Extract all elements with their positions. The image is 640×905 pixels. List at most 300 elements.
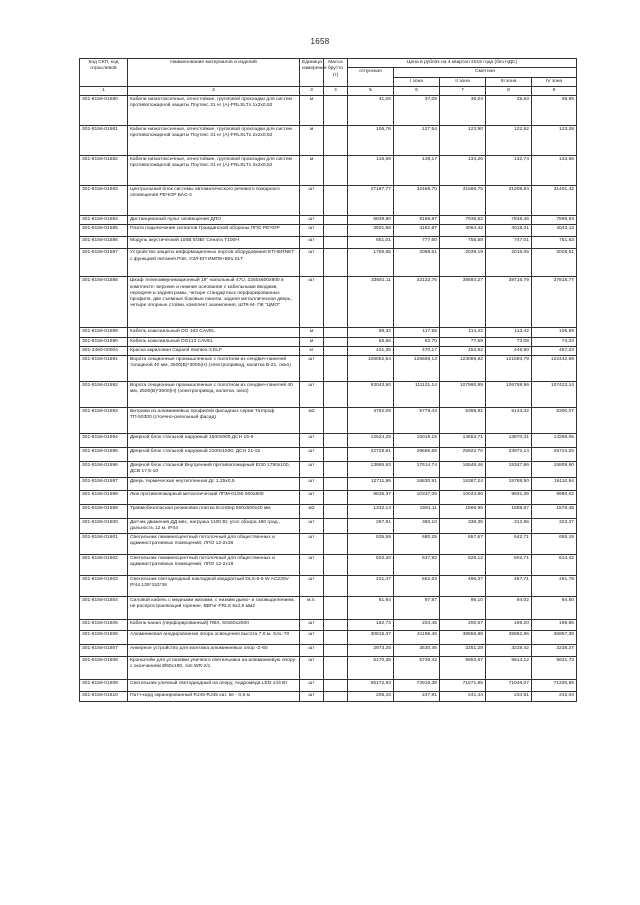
table-row [80, 645, 577, 657]
row-mass-cell [324, 225, 348, 237]
column-number: 4 [324, 86, 348, 95]
row-zone4-price-cell: 5300,07 [532, 408, 577, 434]
row-zone3-price-cell: 35862,96 [486, 631, 532, 645]
row-zone1-price-cell: 5736,42 [394, 657, 440, 680]
row-zone2-price-cell: 626,12 [440, 555, 486, 576]
row-zone2-price-cell: 123089,82 [440, 356, 486, 382]
row-name-cell: Светильник уличный светодиодный на опору, Андромеда LED 144 Вт [128, 680, 300, 692]
row-zone2-price-cell: 7938,52 [440, 216, 486, 225]
row-name-cell: Датчик движения ДД мвс, нагрузка 1100 Вт, угол обзора 180 град., дальность 12 м, IP44 [128, 518, 300, 534]
row-zone2-price-cell: 4064,42 [440, 225, 486, 237]
row-zone3-price-cell: 73,08 [486, 337, 532, 346]
row-zone3-price-cell: 31208,84 [486, 186, 532, 216]
row-zone1-price-cell: 470,17 [394, 346, 440, 355]
row-zone1-price-cell: 15019,15 [394, 434, 440, 448]
row-mass-cell [324, 597, 348, 620]
row-zone3-price-cell: 9931,35 [486, 490, 532, 504]
row-mass-cell [324, 434, 348, 448]
row-code-cell: 301-8156-01605 [80, 620, 128, 631]
row-mass-cell [324, 576, 348, 597]
row-release-price-cell: 30815,37 [348, 631, 394, 645]
row-unit-cell: м.п. [300, 597, 324, 620]
row-name-cell: Кабель-канал (перфорированный) ПВХ, 50х50х2000 [128, 620, 300, 631]
row-zone2-price-cell: 25922,70 [440, 448, 486, 462]
row-mass-cell [324, 96, 348, 126]
row-zone4-price-cell: 36957,39 [532, 631, 577, 645]
row-code-cell: 301-8156-01608 [80, 657, 128, 680]
row-zone2-price-cell: 71571,95 [440, 680, 486, 692]
row-release-price-cell: 4792,09 [348, 408, 394, 434]
row-zone3-price-cell: 38716,79 [486, 277, 532, 328]
page-number: 1658 [310, 37, 330, 46]
row-unit-cell: шт [300, 249, 324, 277]
row-zone3-price-cell: 5614,12 [486, 657, 532, 680]
row-zone1-price-cell: 117,55 [394, 328, 440, 337]
table-row [80, 534, 577, 555]
row-zone4-price-cell: 74,23 [532, 337, 577, 346]
row-zone3-price-cell: 199,20 [486, 620, 532, 631]
row-zone3-price-cell: 467,71 [486, 576, 532, 597]
header-name: Наименование материалов и изделий [128, 59, 300, 87]
row-zone3-price-cell: 1559,67 [486, 504, 532, 518]
row-unit-cell: м [300, 126, 324, 156]
row-zone2-price-cell: 36,04 [440, 96, 486, 126]
row-zone1-price-cell: 680,25 [394, 534, 440, 555]
row-release-price-cell: 115,68 [348, 156, 394, 186]
row-mass-cell [324, 657, 348, 680]
row-zone3-price-cell: 2016,05 [486, 249, 532, 277]
row-mass-cell [324, 631, 348, 645]
row-zone1-price-cell: 17614,74 [394, 462, 440, 478]
row-name-cell: Плата подключения сигналов Гражданской обороны ППО РЕЧОР [128, 225, 300, 237]
column-number: 1 [80, 86, 128, 95]
row-release-price-cell: 6839,80 [348, 216, 394, 225]
row-name-cell: Центральный блок системы автоматического речевого пожарного оповещения РЕЧОР БАС-4 [128, 186, 300, 216]
table-row [80, 504, 577, 518]
row-unit-cell: шт [300, 356, 324, 382]
table-row [80, 186, 577, 216]
row-mass-cell [324, 680, 348, 692]
row-zone1-price-cell: 41196,46 [394, 631, 440, 645]
row-mass-cell [324, 237, 348, 249]
column-number-row [80, 86, 577, 95]
table-row [80, 434, 577, 448]
row-zone3-price-cell: 313,86 [486, 518, 532, 534]
row-code-cell: 301-8156-01588 [80, 277, 128, 328]
row-zone2-price-cell: 10043,86 [440, 490, 486, 504]
row-mass-cell [324, 249, 348, 277]
table-row [80, 620, 577, 631]
row-zone4-price-cell: 14268,05 [532, 434, 577, 448]
table-row [80, 477, 577, 490]
row-code-cell: 301-8156-01598 [80, 490, 128, 504]
row-mass-cell [324, 518, 348, 534]
header-smeta: Сметная [394, 68, 577, 77]
row-release-price-cell: 5170,38 [348, 657, 394, 680]
row-mass-cell [324, 555, 348, 576]
price-table [79, 58, 577, 702]
row-code-cell: 301-8156-01599 [80, 504, 128, 518]
row-zone2-price-cell: 31566,75 [440, 186, 486, 216]
row-zone3-price-cell: 113,42 [486, 328, 532, 337]
row-release-price-cell: 55,56 [348, 337, 394, 346]
column-number: 2 [128, 86, 300, 95]
row-release-price-cell: 3501,88 [348, 225, 394, 237]
row-mass-cell [324, 477, 348, 490]
row-zone4-price-cell: 5631,73 [532, 657, 577, 680]
row-mass-cell [324, 328, 348, 337]
row-release-price-cell: 93043,50 [348, 382, 394, 408]
row-code-cell: 301-8156-01610 [80, 692, 128, 702]
row-unit-cell: шт [300, 692, 324, 702]
row-zone4-price-cell: 655,19 [532, 534, 577, 555]
table-row [80, 356, 577, 382]
row-code-cell: 301-8156-01609 [80, 680, 128, 692]
row-name-cell: Патч-корд экранированный RJ45-RJ45 кат. 5е - 0,5 м [128, 692, 300, 702]
row-code-cell: 301-8156-01592 [80, 382, 128, 408]
row-mass-cell [324, 534, 348, 555]
table-header [80, 59, 577, 96]
row-zone4-price-cell: 242,04 [532, 692, 577, 702]
row-release-price-cell: 8635,37 [348, 490, 394, 504]
row-zone3-price-cell: 15769,50 [486, 477, 532, 490]
row-unit-cell: шт [300, 382, 324, 408]
row-zone2-price-cell: 3251,28 [440, 645, 486, 657]
row-name-cell: Дверной блок стальной наружный 2100х1500, ДСН 21-15 [128, 448, 300, 462]
table-row [80, 518, 577, 534]
row-zone4-price-cell: 122442,69 [532, 356, 577, 382]
row-name-cell: Шкаф телекоммуникационный 19" напольный 47U, 2250х600х800 в комплекте: верхние и нижние основания с кабельными вводами, передняя и задняя рамы, четыре стандартных перфорированных профиля, две съемные боковые панели, задняя металлическая дверь, четыре опорные стойки, комплект заземления, ШТК-М- ПК "ЦМО" [128, 277, 300, 328]
row-unit-cell: шт [300, 645, 324, 657]
row-name-cell: Алюминиевая анодированная опора освещения высота 7,0 м. SAL-70 [128, 631, 300, 645]
row-unit-cell: м [300, 328, 324, 337]
row-zone1-price-cell: 637,92 [394, 555, 440, 576]
row-unit-cell: шт [300, 657, 324, 680]
row-name-cell: Краска акриловая Caparol Samtex-3 ELF [128, 346, 300, 355]
row-unit-cell: шт [300, 490, 324, 504]
row-zone3-price-cell: 71046,07 [486, 680, 532, 692]
row-code-cell: 301-8156-01586 [80, 237, 128, 249]
table-row [80, 657, 577, 680]
row-zone3-price-cell: 106759,96 [486, 382, 532, 408]
row-zone2-price-cell: 452,92 [440, 346, 486, 355]
row-code-cell: 301-8156-01581 [80, 126, 128, 156]
row-zone1-price-cell: 111131,14 [394, 382, 440, 408]
row-code-cell: 301-8156-01589 [80, 328, 128, 337]
row-release-price-cell: 13965,93 [348, 462, 394, 478]
table-row [80, 631, 577, 645]
row-mass-cell [324, 156, 348, 186]
row-zone1-price-cell: 28665,69 [394, 448, 440, 462]
row-name-cell: Анкерное устройство для монтажа алюминиевых опор -Z-60 [128, 645, 300, 657]
row-mass-cell [324, 408, 348, 434]
row-name-cell: Витражи из алюминиевых профилей фасадных серии Татпроф ТП-50300 (стоечно-ригельный фасад) [128, 408, 300, 434]
row-zone1-price-cell: 127,54 [394, 126, 440, 156]
row-zone2-price-cell: 241,44 [440, 692, 486, 702]
row-release-price-cell: 1756,65 [348, 249, 394, 277]
row-release-price-cell: 22728,81 [348, 448, 394, 462]
row-release-price-cell: 98,32 [348, 328, 394, 337]
row-zone1-price-cell: 2098,61 [394, 249, 440, 277]
row-zone2-price-cell: 496,37 [440, 576, 486, 597]
row-zone3-price-cell: 642,71 [486, 534, 532, 555]
row-zone1-price-cell: 126669,13 [394, 356, 440, 382]
row-zone2-price-cell: 77,59 [440, 337, 486, 346]
row-zone2-price-cell: 5653,67 [440, 657, 486, 680]
row-release-price-cell: 535,59 [348, 534, 394, 555]
row-code-cell: 301-8156-01596 [80, 462, 128, 478]
table-row [80, 277, 577, 328]
table-row [80, 337, 577, 346]
row-zone1-price-cell: 16830,91 [394, 477, 440, 490]
row-name-cell: Дверь термическая неутепленная Дс 1,25х0,5 [128, 477, 300, 490]
row-code-cell: 301-8156-01597 [80, 477, 128, 490]
row-unit-cell: м [300, 337, 324, 346]
row-zone3-price-cell: 5144,32 [486, 408, 532, 434]
row-unit-cell: м [300, 156, 324, 186]
row-zone2-price-cell: 14653,71 [440, 434, 486, 448]
row-zone2-price-cell: 123,90 [440, 126, 486, 156]
header-code: Код СКП, код отраслевой [80, 59, 128, 87]
row-zone1-price-cell: 97,87 [394, 597, 440, 620]
row-zone4-price-cell: 133,56 [532, 156, 577, 186]
row-zone4-price-cell: 123,28 [532, 126, 577, 156]
row-mass-cell [324, 186, 348, 216]
row-zone4-price-cell: 25724,25 [532, 448, 577, 462]
header-zone-4: IV зона [532, 77, 577, 86]
row-code-cell: 301-8156-01595 [80, 448, 128, 462]
row-zone4-price-cell: 15809,90 [532, 462, 577, 478]
table-row [80, 126, 577, 156]
header-zone-2: II зона [440, 77, 486, 86]
row-mass-cell [324, 462, 348, 478]
row-name-cell: Ворота секционные промышленные с полотном из сендвич-панелей 40 мм, 2500(В)*3000(Н) (электропривод, калитка, окно) [128, 382, 300, 408]
row-code-cell: 301-8156-01585 [80, 225, 128, 237]
row-zone1-price-cell: 10337,05 [394, 490, 440, 504]
table-row [80, 346, 577, 355]
row-zone3-price-cell: 35,63 [486, 96, 532, 126]
row-mass-cell [324, 382, 348, 408]
row-code-cell: 301-8156-01601 [80, 534, 128, 555]
row-name-cell: Кабели низкотоксичные, огнестойкие, групповой прокладки для систем противопожарной защиты Поутекс 31 нг (А)-FRLSLTx 3х2х0,52 [128, 156, 300, 186]
row-release-price-cell: 205,43 [348, 692, 394, 702]
row-mass-cell [324, 216, 348, 225]
table-row [80, 555, 577, 576]
row-zone4-price-cell: 7896,94 [532, 216, 577, 225]
table-body [80, 96, 577, 702]
table-row [80, 448, 577, 462]
row-name-cell: Кабели низкотоксичные, огнестойкие, групповой прокладки для систем противопожарной защиты Поутекс 31 нг (А)-FRLSLTx 2х2х0,52 [128, 126, 300, 156]
column-number: 7 [440, 86, 486, 95]
row-mass-cell [324, 490, 348, 504]
row-unit-cell: м2 [300, 504, 324, 518]
row-zone1-price-cell: 72916,38 [394, 680, 440, 692]
row-zone3-price-cell: 3228,42 [486, 645, 532, 657]
table-row [80, 597, 577, 620]
row-mass-cell [324, 692, 348, 702]
row-zone4-price-cell: 199,86 [532, 620, 577, 631]
row-release-price-cell: 106052,54 [348, 356, 394, 382]
row-zone4-price-cell: 481,78 [532, 576, 577, 597]
row-name-cell: Дистанционный пульт оповещения ДПО [128, 216, 300, 225]
header-mass: Масса брутто (т) [324, 59, 348, 87]
row-zone2-price-cell: 5395,91 [440, 408, 486, 434]
header-zone-3: III зона [486, 77, 532, 86]
row-zone2-price-cell: 338,35 [440, 518, 486, 534]
table-row [80, 216, 577, 225]
table-row [80, 156, 577, 186]
row-code-cell: 301-8156-01604 [80, 597, 128, 620]
row-code-cell: 301-8156-01591 [80, 356, 128, 382]
row-zone1-price-cell: 5775,43 [394, 408, 440, 434]
table-row [80, 382, 577, 408]
column-number: 5 [348, 86, 394, 95]
row-zone2-price-cell: 114,42 [440, 328, 486, 337]
row-zone2-price-cell: 15387,24 [440, 477, 486, 490]
row-unit-cell: шт [300, 576, 324, 597]
row-unit-cell: шт [300, 186, 324, 216]
row-code-cell: 301-8156-01600 [80, 518, 128, 534]
row-unit-cell: шт [300, 620, 324, 631]
row-mass-cell [324, 448, 348, 462]
column-number: 9 [532, 86, 577, 95]
row-mass-cell [324, 356, 348, 382]
row-code-cell: 301-8156-01593 [80, 408, 128, 434]
row-mass-cell [324, 620, 348, 631]
row-zone4-price-cell: 94,60 [532, 597, 577, 620]
table-row [80, 462, 577, 478]
column-number: 8 [486, 86, 532, 95]
row-zone1-price-cell: 4182,87 [394, 225, 440, 237]
row-name-cell: Светильник светодиодный накладной квадратный DLS-5-5 W AC230V IP44 135*153*36 [128, 576, 300, 597]
row-release-price-cell: 33681,11 [348, 277, 394, 328]
row-zone4-price-cell: 751,63 [532, 237, 577, 249]
row-zone2-price-cell: 16546,46 [440, 462, 486, 478]
row-unit-cell: кг [300, 346, 324, 355]
row-zone1-price-cell: 1591,11 [394, 504, 440, 518]
row-unit-cell: м [300, 96, 324, 126]
row-name-cell: Кабель коаксиальный DG 163 CAVEL [128, 328, 300, 337]
table-row [80, 237, 577, 249]
table-row [80, 249, 577, 277]
row-unit-cell: шт [300, 631, 324, 645]
row-release-price-cell: 502,20 [348, 555, 394, 576]
row-zone4-price-cell: 457,23 [532, 346, 577, 355]
row-zone3-price-cell: 94,02 [486, 597, 532, 620]
header-zone-1: I зона [394, 77, 440, 86]
row-zone3-price-cell: 602,71 [486, 555, 532, 576]
row-release-price-cell: 431,35 [348, 346, 394, 355]
row-zone4-price-cell: 2028,51 [532, 249, 577, 277]
row-name-cell: Кронштейн для установки уличного светильника на алюминиевую опору с окончанием Ø60х180, тип WR-2/1 [128, 657, 300, 680]
row-zone2-price-cell: 657,67 [440, 534, 486, 555]
row-zone1-price-cell: 3530,46 [394, 645, 440, 657]
row-release-price-cell: 182,73 [348, 620, 394, 631]
row-zone3-price-cell: 121693,79 [486, 356, 532, 382]
row-unit-cell: шт [300, 534, 324, 555]
row-code-cell: 301-8156-01603 [80, 576, 128, 597]
row-name-cell: Силовой кабель с медными жилами, с низким дымо- и газовыделением, не распространяющий горение, ВВГнг-FRLS 5х2,5 мм2 [128, 597, 300, 620]
row-name-cell: Дверной блок стальной наружный 1500х900 ДСН 15-9 [128, 434, 300, 448]
row-unit-cell: шт [300, 448, 324, 462]
row-zone3-price-cell: 4018,31 [486, 225, 532, 237]
table-row [80, 576, 577, 597]
row-name-cell: Модуль акустический 100В 5/3Вт Сената Т100Н [128, 237, 300, 249]
row-release-price-cell: 65172,93 [348, 680, 394, 692]
row-name-cell: Светильник люминесцентный потолочный для общественных и административных помещений, ЛПО 12-2х36 [128, 534, 300, 555]
row-zone4-price-cell: 37818,77 [532, 277, 577, 328]
row-release-price-cell: 31,06 [348, 96, 394, 126]
row-unit-cell: шт [300, 434, 324, 448]
row-unit-cell: шт [300, 237, 324, 249]
row-zone2-price-cell: 39584,27 [440, 277, 486, 328]
row-zone2-price-cell: 1566,95 [440, 504, 486, 518]
row-zone1-price-cell: 138,17 [394, 156, 440, 186]
row-unit-cell: шт [300, 518, 324, 534]
row-zone4-price-cell: 1578,45 [532, 504, 577, 518]
row-code-cell: 301-8156-01580 [80, 96, 128, 126]
row-mass-cell [324, 126, 348, 156]
row-mass-cell [324, 346, 348, 355]
table-row [80, 328, 577, 337]
row-unit-cell: шт [300, 216, 324, 225]
row-zone3-price-cell: 234,51 [486, 692, 532, 702]
row-zone4-price-cell: 35,85 [532, 96, 577, 126]
row-zone4-price-cell: 16110,94 [532, 477, 577, 490]
row-mass-cell [324, 277, 348, 328]
row-code-cell: 301-8156-01584 [80, 216, 128, 225]
table-row [80, 225, 577, 237]
row-mass-cell [324, 337, 348, 346]
row-zone1-price-cell: 32468,70 [394, 186, 440, 216]
row-zone2-price-cell: 38656,88 [440, 631, 486, 645]
row-release-price-cell: 27187,77 [348, 186, 394, 216]
row-unit-cell: шт [300, 462, 324, 478]
row-unit-cell: м2 [300, 408, 324, 434]
row-zone4-price-cell: 323,27 [532, 518, 577, 534]
header-unit: Единица измерения [300, 59, 324, 87]
row-zone3-price-cell: 449,90 [486, 346, 532, 355]
table-row [80, 96, 577, 126]
row-release-price-cell: 651,01 [348, 237, 394, 249]
row-name-cell: Ворота секционные промышленные с полотном из сендвич-панелей толщиной 40 мм, 3500(В)*3000(Н) (электропривод, калитка В-21, окно) [128, 356, 300, 382]
row-release-price-cell: 1332,14 [348, 504, 394, 518]
row-code-cell: 301-8156-01590 [80, 337, 128, 346]
header-release: отпускная [348, 68, 394, 87]
row-zone3-price-cell: 13870,31 [486, 434, 532, 448]
column-number: 3 [300, 86, 324, 95]
row-zone2-price-cell: 2039,19 [440, 249, 486, 277]
row-zone4-price-cell: 31401,42 [532, 186, 577, 216]
row-unit-cell: шт [300, 477, 324, 490]
row-zone4-price-cell: 105,59 [532, 328, 577, 337]
row-zone3-price-cell: 7848,46 [486, 216, 532, 225]
row-zone3-price-cell: 747,01 [486, 237, 532, 249]
row-zone2-price-cell: 200,67 [440, 620, 486, 631]
table-row [80, 408, 577, 434]
row-mass-cell [324, 645, 348, 657]
row-release-price-cell: 267,91 [348, 518, 394, 534]
row-code-cell: 301-8156-01583 [80, 186, 128, 216]
row-release-price-cell: 431,47 [348, 576, 394, 597]
row-name-cell: Кабели низкотоксичные, огнестойкие, групповой прокладки для систем противопожарной защиты Поутекс 31 нг (А)-FRLSLTx 1х2х0,52 [128, 96, 300, 126]
row-zone4-price-cell: 71330,55 [532, 680, 577, 692]
row-release-price-cell: 81,94 [348, 597, 394, 620]
row-zone1-price-cell: 42132,76 [394, 277, 440, 328]
row-zone1-price-cell: 204,45 [394, 620, 440, 631]
row-code-cell: 301-8156-01587 [80, 249, 128, 277]
row-zone2-price-cell: 755,58 [440, 237, 486, 249]
